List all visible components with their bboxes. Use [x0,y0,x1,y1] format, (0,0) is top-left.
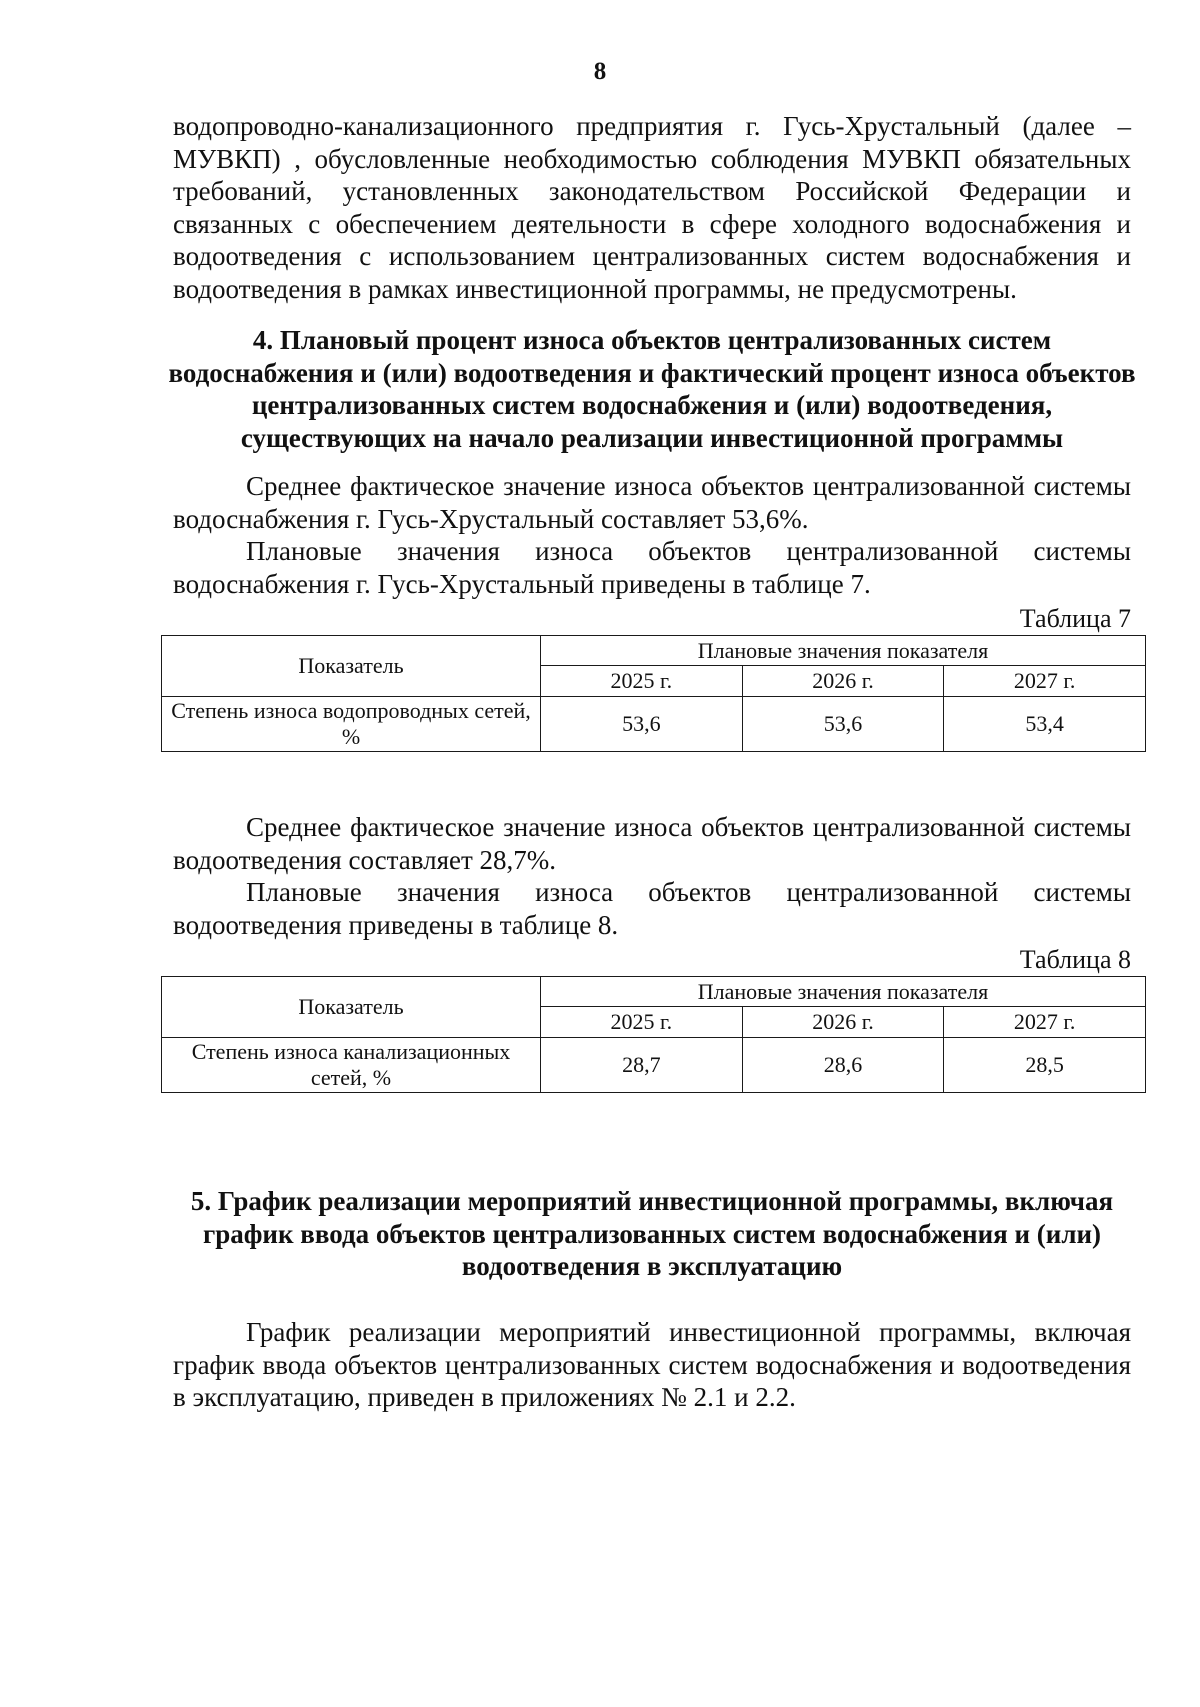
table-7 [161,635,1146,752]
table-8-value-cell: 28,5 [944,1038,1146,1093]
table-7-value-cell: 53,6 [742,697,944,752]
table-8-caption: Таблица 8 [1019,945,1131,974]
table-8-header-indicator: Показатель [162,977,541,1038]
table-7-value-cell: 53,6 [541,697,743,752]
table-7-caption: Таблица 7 [1019,604,1131,633]
table-8-value-cell: 28,7 [541,1038,743,1093]
page-number: 8 [593,58,607,85]
table-7-row-label: Степень износа водопроводных сетей, % [162,697,541,752]
section-4-paragraph-3: Среднее фактическое значение износа объектов централизованной системы водоотведения составляет 28,7%. [173,812,1131,875]
table-8-year-cell: 2025 г. [541,1007,743,1038]
table-8-header-planned: Плановые значения показателя [541,977,1146,1007]
section-4-heading: 4. Плановый процент износа объектов централизованных систем водоснабжения и (или) водоотведения и фактический процент износа объектов централизованных систем водоснабжения и (или) водоотведения, существующих на начало реализации инвестиционной программы [168,325,1136,453]
table-8-year-cell: 2027 г. [944,1007,1146,1038]
intro-paragraph: водопроводно-канализационного предприятия г. Гусь-Хрустальный (далее – МУВКП) , обусловленные необходимостью соблюдения МУВКП обязательных требований, установленных законодательством Российской Федерации и связанных с обеспечением деятельности в сфере холодного водоснабжения и водоотведения с использованием централизованных систем водоснабжения и водоотведения в рамках инвестиционной программы, не предусмотрены. [173,111,1131,304]
section-5-heading: 5. График реализации мероприятий инвестиционной программы, включая график ввода объектов централизованных систем водоснабжения и (или) водоотведения в эксплуатацию [190,1186,1114,1281]
section-4-paragraph-2: Плановые значения износа объектов централизованной системы водоснабжения г. Гусь-Хрустальный приведены в таблице 7. [173,536,1131,599]
table-7-year-cell: 2025 г. [541,666,743,697]
table-7-header-indicator: Показатель [162,636,541,697]
table-8-value-cell: 28,6 [742,1038,944,1093]
table-8-year-cell: 2026 г. [742,1007,944,1038]
table-7-value-cell: 53,4 [944,697,1146,752]
table-7-year-cell: 2026 г. [742,666,944,697]
section-5-paragraph: График реализации мероприятий инвестиционной программы, включая график ввода объектов централизованных систем водоснабжения и водоотведения в эксплуатацию, приведен в приложениях № 2.1 и 2.2. [173,1317,1131,1412]
section-4-paragraph-1: Среднее фактическое значение износа объектов централизованной системы водоснабжения г. Гусь-Хрустальный составляет 53,6%. [173,471,1131,534]
table-7-year-cell: 2027 г. [944,666,1146,697]
section-4-paragraph-4: Плановые значения износа объектов централизованной системы водоотведения приведены в таблице 8. [173,877,1131,940]
table-7-header-planned: Плановые значения показателя [541,636,1146,666]
table-8-row-label: Степень износа канализационных сетей, % [162,1038,541,1093]
table-8 [161,976,1146,1093]
